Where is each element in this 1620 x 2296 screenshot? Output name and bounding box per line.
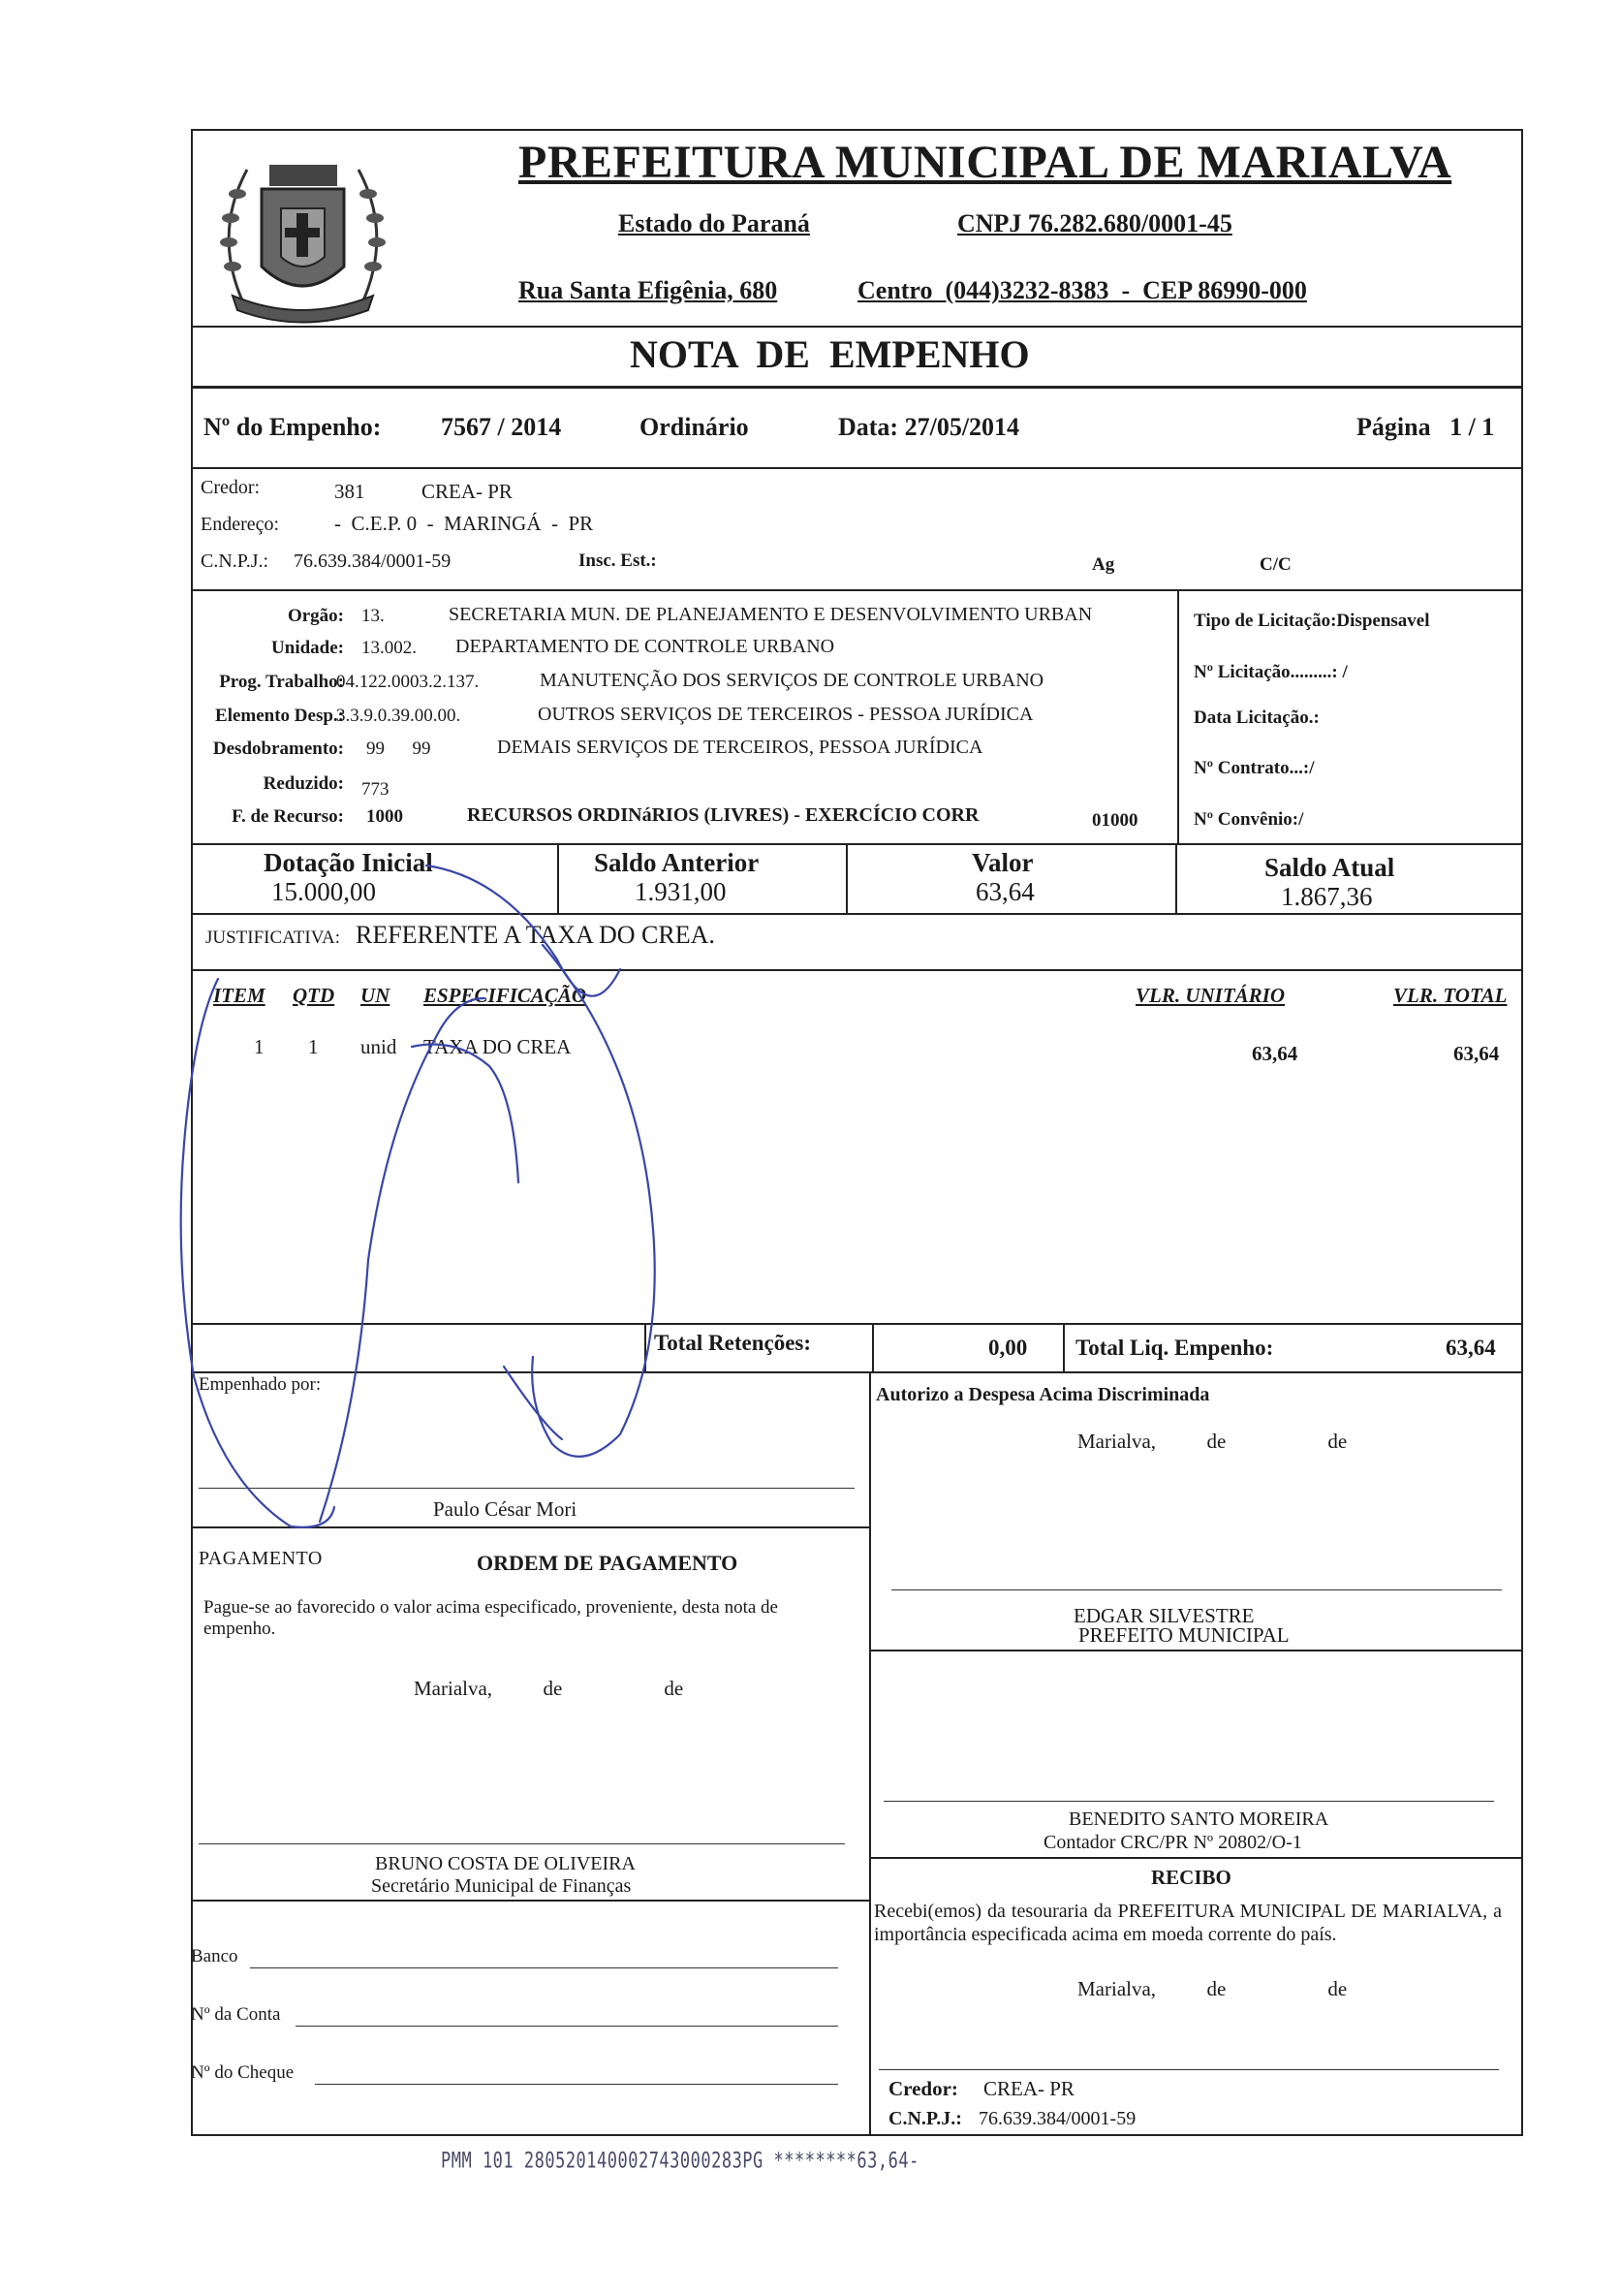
recibo-title: RECIBO — [1151, 1866, 1231, 1889]
classification-label: F. de Recurso: — [232, 806, 344, 827]
retencoes-label: Total Retenções: — [654, 1331, 812, 1355]
document-title: NOTA DE EMPENHO — [630, 332, 1030, 376]
licitacao-contrato: Nº Contrato...:/ — [1194, 758, 1315, 778]
item-vlr-unit: 63,64 — [1252, 1042, 1298, 1065]
classification-extra: 01000 — [1092, 810, 1138, 831]
recibo-city-date: Marialva, de de — [1077, 1977, 1348, 2000]
cnpj-value: 76.639.384/0001-59 — [294, 550, 452, 572]
empenhado-label: Empenhado por: — [199, 1374, 322, 1395]
empenho-type: Ordinário — [639, 413, 749, 441]
pagamento-text: Pague-se ao favorecido o valor acima especificado, proveniente, desta nota de empenho. — [203, 1597, 778, 1639]
recibo-credor-label: Credor: — [888, 2077, 958, 2100]
saldo-atual-value: 1.867,36 — [1281, 882, 1373, 911]
banco-label: Banco — [191, 1946, 238, 1966]
classification-label: Reduzido: — [263, 773, 344, 794]
page-number: Página 1 / 1 — [1356, 413, 1495, 441]
classification-code: 04.122.0003.2.137. — [336, 672, 480, 692]
classification-desc: MANUTENÇÃO DOS SERVIÇOS DE CONTROLE URBANO — [540, 670, 1044, 691]
classification-label: Prog. Trabalho: — [219, 672, 344, 692]
autorizo-city-date: Marialva, de de — [1077, 1430, 1348, 1453]
recibo-cnpj-value: 76.639.384/0001-59 — [979, 2108, 1137, 2129]
header-state: Estado do Paraná — [618, 209, 810, 237]
retencoes-value: 0,00 — [988, 1336, 1028, 1360]
cnpj-label: C.N.P.J.: — [201, 550, 269, 572]
item-qtd: 1 — [308, 1035, 319, 1058]
col-header-item: ITEM — [213, 984, 265, 1007]
contador-name: BENEDITO SANTO MOREIRA — [1069, 1808, 1329, 1830]
empenho-number: 7567 / 2014 — [441, 413, 562, 441]
col-header-vlr-total: VLR. TOTAL — [1393, 984, 1508, 1007]
saldo-anterior-value: 1.931,00 — [635, 877, 727, 906]
recibo-credor-value: CREA- PR — [983, 2077, 1075, 2100]
saldo-atual-label: Saldo Atual — [1264, 853, 1395, 882]
item-un: unid — [360, 1035, 397, 1058]
justificativa-text: REFERENTE A TAXA DO CREA. — [356, 921, 715, 949]
credor-name: CREA- PR — [421, 480, 513, 503]
classification-desc: DEPARTAMENTO DE CONTROLE URBANO — [455, 636, 835, 657]
header-contact: Centro (044)3232-8383 - CEP 86990-000 — [857, 276, 1307, 304]
total-liq-value: 63,64 — [1446, 1336, 1496, 1360]
endereco-label: Endereço: — [201, 514, 280, 535]
classification-desc: RECURSOS ORDINáRIOS (LIVRES) - EXERCÍCIO CORR — [467, 804, 980, 826]
insc-label: Insc. Est.: — [578, 550, 657, 571]
endereco-value: - C.E.P. 0 - MARINGÁ - PR — [334, 512, 594, 535]
licitacao-convenio: Nº Convênio:/ — [1194, 809, 1304, 830]
item-number: 1 — [254, 1035, 265, 1058]
licitacao-numero: Nº Licitação.........: / — [1194, 662, 1348, 682]
dotacao-label: Dotação Inicial — [264, 848, 433, 877]
contador-role: Contador CRC/PR Nº 20802/O-1 — [1044, 1832, 1302, 1853]
classification-label: Desdobramento: — [212, 739, 344, 759]
prefeito-role: PREFEITO MUNICIPAL — [1078, 1623, 1290, 1647]
classification-code: 3.3.9.0.39.00.00. — [336, 706, 461, 726]
classification-label: Unidade: — [271, 638, 344, 658]
secretario-role: Secretário Municipal de Finanças — [371, 1875, 632, 1897]
credor-code: 381 — [334, 480, 365, 503]
item-espec: TAXA DO CREA — [423, 1035, 572, 1058]
header-address: Rua Santa Efigênia, 680 — [518, 276, 778, 304]
classification-code: 773 — [361, 779, 389, 800]
licitacao-data: Data Licitação.: — [1194, 708, 1320, 728]
credor-label: Credor: — [201, 477, 261, 498]
classification-code: 13. — [361, 606, 385, 626]
classification-label: Elemento Desp.: — [215, 706, 344, 726]
prefeito-name: EDGAR SILVESTRE — [1074, 1604, 1255, 1627]
classification-desc: DEMAIS SERVIÇOS DE TERCEIROS, PESSOA JURÍDICA — [497, 737, 983, 758]
cheque-label: Nº do Cheque — [191, 2062, 295, 2083]
valor-value: 63,64 — [976, 877, 1035, 906]
conta-label: Nº da Conta — [191, 2004, 281, 2025]
classification-code: 1000 — [366, 806, 403, 827]
total-liq-label: Total Liq. Empenho: — [1075, 1336, 1274, 1360]
footer-code: PMM 101 280520140002743000283PG ********63,64- — [441, 2149, 919, 2174]
recibo-cnpj-label: C.N.P.J.: — [888, 2108, 962, 2129]
recibo-text: Recebi(emos) da tesouraria da PREFEITURA MUNICIPAL DE MARIALVA, a importância especificada acima em moeda corrente do país. — [874, 1901, 1502, 1945]
item-vlr-total: 63,64 — [1453, 1042, 1500, 1065]
classification-label: Orgão: — [287, 606, 344, 626]
justificativa-label: JUSTIFICATIVA: — [205, 928, 341, 948]
classification-desc: SECRETARIA MUN. DE PLANEJAMENTO E DESENVOLVIMENTO URBAN — [449, 604, 1093, 625]
ordem-pagamento: ORDEM DE PAGAMENTO — [477, 1551, 738, 1575]
header-title: PREFEITURA MUNICIPAL DE MARIALVA — [518, 137, 1452, 188]
secretario-name: BRUNO COSTA DE OLIVEIRA — [375, 1853, 636, 1874]
autorizo-text: Autorizo a Despesa Acima Discriminada — [876, 1384, 1210, 1405]
classification-code: 13.002. — [361, 638, 417, 658]
empenhado-name: Paulo César Mori — [433, 1497, 577, 1521]
ag-label: Ag — [1092, 554, 1115, 575]
pagamento-label: PAGAMENTO — [199, 1548, 323, 1569]
saldo-anterior-label: Saldo Anterior — [594, 848, 760, 877]
empenho-label: Nº do Empenho: — [203, 413, 382, 441]
col-header-espec: ESPECIFICAÇÃO — [423, 984, 587, 1007]
col-header-qtd: QTD — [293, 984, 335, 1007]
cc-label: C/C — [1260, 554, 1292, 575]
classification-desc: OUTROS SERVIÇOS DE TERCEIROS - PESSOA JURÍDICA — [538, 704, 1034, 725]
col-header-un: UN — [360, 984, 390, 1007]
classification-code: 99 99 — [366, 739, 431, 759]
pagamento-city-date: Marialva, de de — [414, 1677, 684, 1700]
empenho-date: Data: 27/05/2014 — [838, 413, 1020, 441]
header-cnpj: CNPJ 76.282.680/0001-45 — [957, 209, 1232, 237]
col-header-vlr-unit: VLR. UNITÁRIO — [1136, 984, 1286, 1007]
dotacao-value: 15.000,00 — [271, 877, 376, 906]
licitacao-tipo: Tipo de Licitação:Dispensavel — [1194, 611, 1430, 631]
valor-label: Valor — [972, 848, 1034, 877]
